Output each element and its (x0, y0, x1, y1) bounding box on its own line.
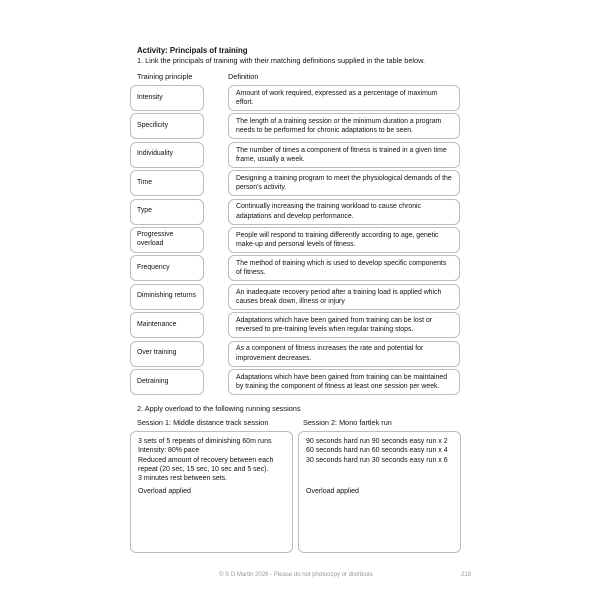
principle-label: Maintenance (137, 320, 177, 328)
principle-label: Detraining (137, 377, 169, 385)
principle-box (130, 341, 204, 367)
definition-text: The method of training which is used to develop specific components of fitness. (236, 260, 447, 277)
table-row (130, 312, 462, 338)
session-headers (130, 418, 462, 427)
definition-text: Amount of work required, expressed as a percentage of maximum effort. (236, 89, 438, 106)
worksheet-page (130, 45, 462, 553)
session-line: 30 seconds hard run 30 seconds easy run x 6 (306, 456, 448, 464)
table-row (130, 255, 462, 281)
column-header-definition: Definition (228, 72, 259, 81)
principle-box (130, 227, 204, 253)
principle-box (130, 312, 204, 338)
table-row (130, 227, 462, 253)
principle-label: Over training (137, 349, 177, 357)
principle-label: Frequency (137, 263, 170, 271)
principle-box (130, 142, 204, 168)
session-2-box (298, 431, 461, 553)
definition-box (228, 227, 460, 253)
table-row (130, 170, 462, 196)
session-1-description (138, 437, 288, 487)
principle-label: Intensity (137, 93, 163, 101)
session-2-label: Session 2: Mono fartlek run (303, 417, 392, 427)
session-line: 3 sets of 5 repeats of diminishing 60m runs (138, 437, 272, 445)
definition-box (228, 113, 460, 139)
session-line: Intensity: 80% pace (138, 447, 200, 455)
principle-label: Time (137, 178, 153, 186)
session-line: Reduced amount of recovery between each repeat (20 sec, 15 sec, 10 sec and 5 sec). (138, 456, 274, 473)
principle-box (130, 113, 204, 139)
footer-copyright: © S D Martin 2026 - Please do not photocopy or distribute (219, 572, 373, 578)
definition-box (228, 284, 460, 310)
definition-text: As a component of fitness increases the rate and potential for improvement decreases. (236, 345, 424, 362)
overload-applied-label: Overload applied (306, 487, 359, 495)
definition-text: People will respond to training differently according to age, genetic make-up and personal levels of fitness. (236, 231, 439, 248)
principle-box (130, 284, 204, 310)
principle-box (130, 85, 204, 111)
principle-label: Diminishing returns (137, 292, 196, 300)
session-line: 60 seconds hard run 60 seconds easy run x 4 (306, 447, 448, 455)
definition-text: Designing a training program to meet the physiological demands of the person's activity. (236, 174, 452, 192)
definition-box (228, 142, 460, 168)
definition-text: Adaptations which have been gained from training can be lost or reversed to pre-training levels when regular training stops. (236, 316, 433, 334)
session-2-description (306, 437, 456, 487)
definition-box (228, 369, 460, 395)
definition-text: Adaptations which have been gained from training can be maintained by training the component of fitness at least one session per week. (236, 373, 448, 390)
session-line: 90 seconds hard run 90 seconds easy run x 2 (306, 437, 448, 445)
session-line: 3 minutes rest between sets. (138, 475, 228, 483)
definition-box (228, 85, 460, 111)
principle-box (130, 199, 204, 225)
table-row (130, 199, 462, 225)
matching-table (130, 85, 462, 395)
table-row (130, 142, 462, 168)
principle-label: Specificity (137, 121, 169, 129)
definition-box (228, 341, 460, 367)
column-headers (130, 72, 462, 81)
definition-text: An inadequate recovery period after a training load is applied which causes break down, illness or injury (236, 288, 442, 305)
session-1-label: Session 1: Middle distance track session (137, 417, 269, 427)
table-row (130, 341, 462, 367)
definition-text: The number of times a component of fitness is trained in a given time frame, usually a week. (236, 146, 447, 163)
principle-box (130, 255, 204, 281)
instruction-1: 1. Link the principals of training with their matching definitions supplied in the table below. (137, 56, 425, 65)
definition-text: The length of a training session or the minimum duration a program needs to be performed for chronic adaptations to be seen. (236, 118, 442, 135)
principle-label: Progressive overload (137, 231, 174, 247)
session-boxes (130, 431, 462, 553)
instruction-2: 2. Apply overload to the following running sessions (137, 403, 301, 413)
definition-box (228, 312, 460, 338)
principle-label: Type (137, 207, 152, 215)
principle-box (130, 170, 204, 196)
definition-box (228, 199, 460, 225)
table-row (130, 113, 462, 139)
principle-label: Individuality (137, 150, 174, 158)
table-row (130, 284, 462, 310)
footer-page-number: 219 (461, 572, 472, 578)
table-row (130, 85, 462, 111)
principle-box (130, 369, 204, 395)
table-row (130, 369, 462, 395)
column-header-principle: Training principle (137, 72, 193, 81)
page-title: Activity: Principals of training (137, 46, 248, 55)
session-1-box (130, 431, 293, 553)
definition-box (228, 170, 460, 196)
overload-applied-label: Overload applied (138, 487, 191, 495)
definition-text: Continually increasing the training workload to cause chronic adaptations and develop performance. (236, 203, 422, 220)
definition-box (228, 255, 460, 281)
